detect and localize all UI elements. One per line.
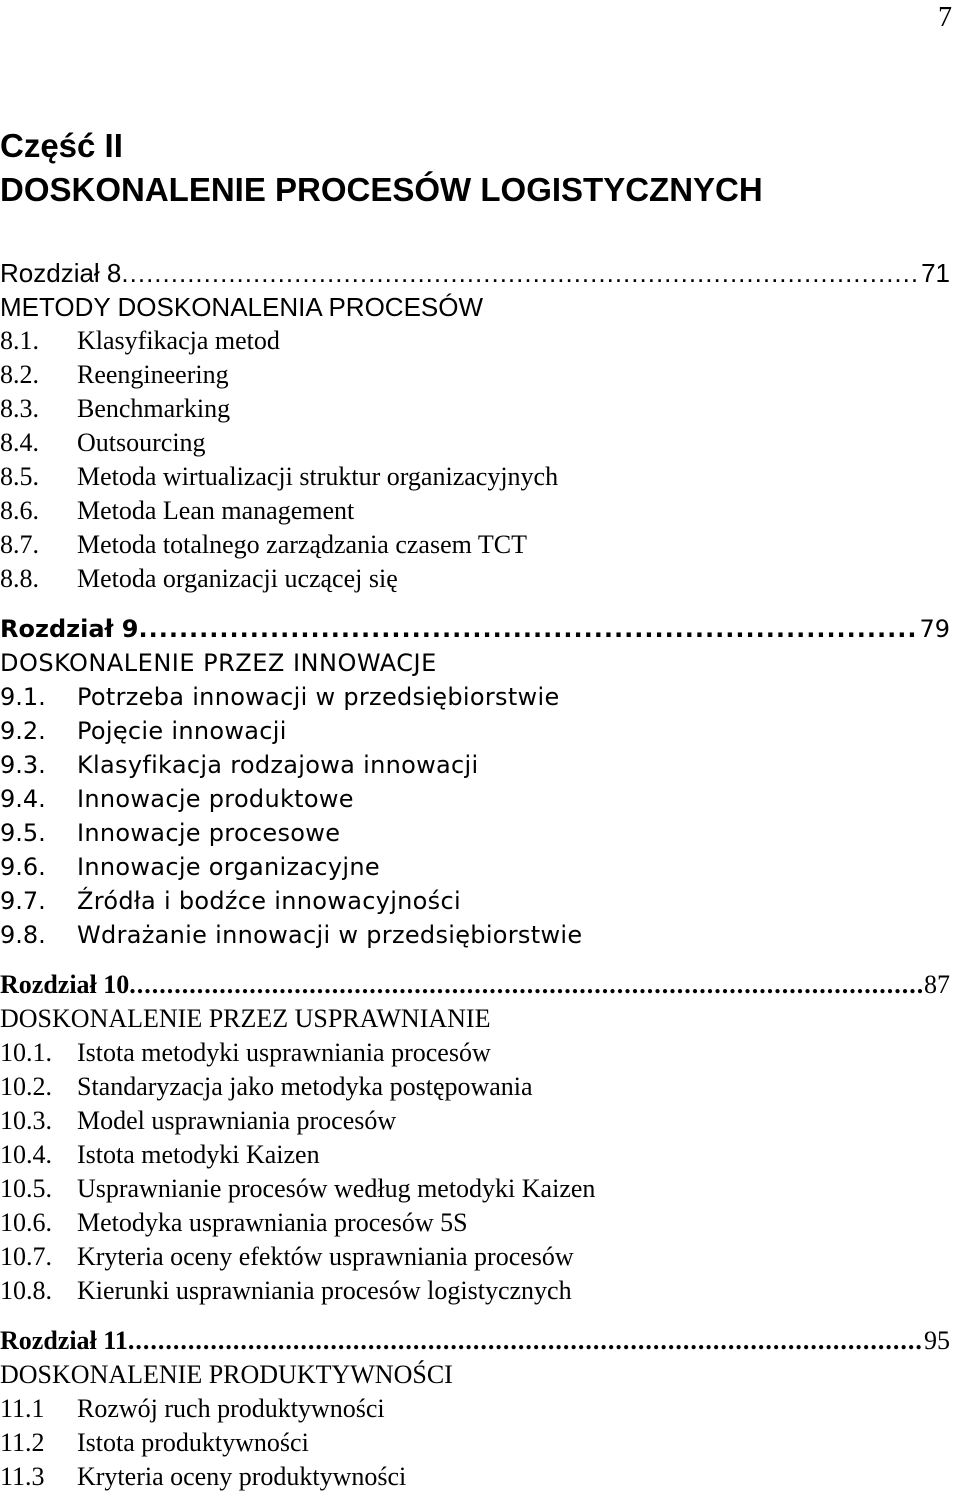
section-entry bbox=[0, 1172, 950, 1206]
section-entry bbox=[0, 748, 950, 782]
section-title: Innowacje procesowe bbox=[77, 819, 341, 847]
section-title: Innowacje produktowe bbox=[77, 785, 354, 813]
section-title: Źródła i bodźce innowacyjności bbox=[77, 887, 461, 915]
section-entry bbox=[0, 1206, 950, 1240]
section-entry bbox=[0, 1240, 950, 1274]
section-number: 8.3. bbox=[0, 394, 39, 423]
section-title: Metodyka usprawniania procesów 5S bbox=[77, 1208, 468, 1237]
section-number: 10.3. bbox=[0, 1106, 52, 1135]
section-number: 9.6. bbox=[0, 853, 46, 881]
section-number: 9.2. bbox=[0, 717, 46, 745]
section-title: Reengineering bbox=[77, 360, 229, 389]
section-entry bbox=[0, 884, 950, 918]
section-title: Usprawnianie procesów według metodyki Kaizen bbox=[77, 1174, 596, 1203]
section-number: 11.2 bbox=[0, 1428, 45, 1457]
section-title: Wdrażanie innowacji w przedsiębiorstwie bbox=[77, 921, 583, 949]
section-number: 10.2. bbox=[0, 1072, 52, 1101]
section-title: Standaryzacja jako metodyka postępowania bbox=[77, 1072, 533, 1101]
section-number: 9.1. bbox=[0, 683, 46, 711]
chapter-11 bbox=[0, 1324, 950, 1494]
chapter-page: 87 bbox=[924, 970, 950, 999]
section-entry bbox=[0, 816, 950, 850]
section-number: 9.8. bbox=[0, 921, 46, 949]
section-number: 8.2. bbox=[0, 360, 39, 389]
chapter-label: Rozdział 9 bbox=[0, 615, 139, 643]
chapter-label: Rozdział 11 bbox=[0, 1326, 128, 1355]
section-entry bbox=[0, 1138, 950, 1172]
chapter-10 bbox=[0, 968, 950, 1308]
section-entry bbox=[0, 1392, 950, 1426]
section-entry bbox=[0, 680, 950, 714]
section-number: 11.1 bbox=[0, 1394, 45, 1423]
chapter-heading bbox=[0, 1324, 950, 1358]
chapter-label: Rozdział 10 bbox=[0, 970, 130, 999]
chapter-title: METODY DOSKONALENIA PROCESÓW bbox=[0, 292, 484, 322]
section-title: Rozwój ruch produktywności bbox=[77, 1394, 385, 1423]
section-title: Istota metodyki usprawniania procesów bbox=[77, 1038, 491, 1067]
section-number: 8.6. bbox=[0, 496, 39, 525]
section-title: Potrzeba innowacji w przedsiębiorstwie bbox=[77, 683, 560, 711]
section-title: Model usprawniania procesów bbox=[77, 1106, 397, 1135]
section-entry bbox=[0, 782, 950, 816]
chapter-title: DOSKONALENIE PRODUKTYWNOŚCI bbox=[0, 1360, 453, 1389]
chapter-9 bbox=[0, 612, 950, 952]
section-number: 9.3. bbox=[0, 751, 46, 779]
part-subtitle: DOSKONALENIE PROCESÓW LOGISTYCZNYCH bbox=[0, 171, 763, 208]
section-number: 10.6. bbox=[0, 1208, 52, 1237]
section-title: Metoda wirtualizacji struktur organizacyjnych bbox=[77, 462, 559, 491]
section-number: 10.1. bbox=[0, 1038, 52, 1067]
section-title: Istota metodyki Kaizen bbox=[77, 1140, 320, 1169]
section-title: Metoda organizacji uczącej się bbox=[77, 564, 398, 593]
section-title: Klasyfikacja rodzajowa innowacji bbox=[77, 751, 479, 779]
section-entry bbox=[0, 426, 950, 460]
dot-leader bbox=[128, 1324, 922, 1358]
section-title: Istota produktywności bbox=[77, 1428, 309, 1457]
page-number: 7 bbox=[938, 2, 952, 33]
section-entry bbox=[0, 562, 950, 596]
chapter-title: DOSKONALENIE PRZEZ USPRAWNIANIE bbox=[0, 1004, 491, 1033]
section-entry bbox=[0, 1426, 950, 1460]
section-entry bbox=[0, 528, 950, 562]
section-title: Klasyfikacja metod bbox=[77, 326, 280, 355]
section-title: Kierunki usprawniania procesów logistycznych bbox=[77, 1276, 572, 1305]
chapter-title: DOSKONALENIE PRZEZ INNOWACJE bbox=[0, 649, 437, 677]
section-number: 11.3 bbox=[0, 1462, 45, 1491]
section-title: Outsourcing bbox=[77, 428, 206, 457]
chapter-label: Rozdział 8 bbox=[0, 258, 122, 288]
chapter-heading bbox=[0, 968, 950, 1002]
section-entry bbox=[0, 1036, 950, 1070]
section-number: 9.5. bbox=[0, 819, 46, 847]
section-entry bbox=[0, 324, 950, 358]
section-entry bbox=[0, 850, 950, 884]
dot-leader bbox=[138, 612, 917, 646]
section-number: 10.4. bbox=[0, 1140, 52, 1169]
chapter-page: 95 bbox=[924, 1326, 950, 1355]
section-number: 10.8. bbox=[0, 1276, 52, 1305]
section-entry bbox=[0, 1070, 950, 1104]
section-title: Metoda Lean management bbox=[77, 496, 355, 525]
part-title: Część II bbox=[0, 127, 123, 164]
table-of-contents bbox=[0, 256, 950, 1510]
section-entry bbox=[0, 1274, 950, 1308]
section-entry bbox=[0, 714, 950, 748]
section-title: Benchmarking bbox=[77, 394, 231, 423]
section-title: Metoda totalnego zarządzania czasem TCT bbox=[77, 530, 527, 559]
chapter-page: 71 bbox=[921, 258, 950, 288]
section-number: 8.4. bbox=[0, 428, 39, 457]
section-entry bbox=[0, 918, 950, 952]
part-heading bbox=[0, 124, 763, 212]
section-number: 8.1. bbox=[0, 326, 39, 355]
dot-leader bbox=[129, 968, 922, 1002]
section-number: 10.5. bbox=[0, 1174, 52, 1203]
section-entry bbox=[0, 392, 950, 426]
section-entry bbox=[0, 460, 950, 494]
section-number: 8.7. bbox=[0, 530, 39, 559]
dot-leader bbox=[121, 256, 919, 290]
chapter-page: 79 bbox=[919, 615, 950, 643]
section-title: Kryteria oceny produktywności bbox=[77, 1462, 407, 1491]
section-number: 8.8. bbox=[0, 564, 39, 593]
section-title: Kryteria oceny efektów usprawniania procesów bbox=[77, 1242, 574, 1271]
chapter-8 bbox=[0, 256, 950, 596]
section-number: 10.7. bbox=[0, 1242, 52, 1271]
section-number: 9.4. bbox=[0, 785, 46, 813]
section-entry bbox=[0, 1104, 950, 1138]
section-number: 8.5. bbox=[0, 462, 39, 491]
section-entry bbox=[0, 1460, 950, 1494]
chapter-heading bbox=[0, 256, 950, 290]
section-title: Innowacje organizacyjne bbox=[77, 853, 380, 881]
section-title: Pojęcie innowacji bbox=[77, 717, 287, 745]
section-entry bbox=[0, 494, 950, 528]
chapter-heading bbox=[0, 612, 950, 646]
section-entry bbox=[0, 358, 950, 392]
section-number: 9.7. bbox=[0, 887, 46, 915]
